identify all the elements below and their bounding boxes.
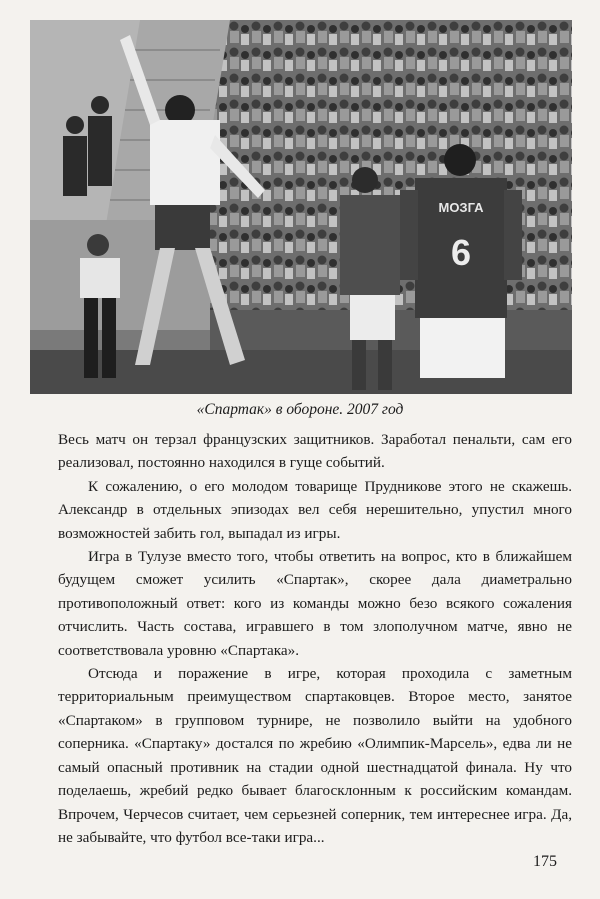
photo-illustration bbox=[30, 20, 572, 394]
jersey-name: МОЗГА bbox=[438, 200, 484, 215]
paragraph-2: К сожалению, о его молодом товарище Прудникове этого не скажешь. Александр в отдельных эпизодах вел себя нерешительно, упустил много возможностей забить гол, выпадал из игры. bbox=[58, 477, 572, 542]
page-number: 175 bbox=[533, 853, 557, 870]
body-text bbox=[58, 428, 572, 849]
football-match-photo bbox=[30, 20, 572, 394]
jersey-number: 6 bbox=[450, 232, 472, 273]
photo-caption: «Спартак» в обороне. 2007 год bbox=[196, 401, 404, 418]
paragraph-1: Весь матч он терзал французских защитников. Заработал пенальти, сам его реализовал, постоянно находился в гуще событий. bbox=[58, 431, 572, 472]
paragraph-4: Отсюда и поражение в игре, которая проходила с заметным территориальным преимуществом спартаковцев. Второе место, занятое «Спартаком» в групповом турнире, не позволило выйти на удобного соперника. «Спартаку» достался по жребию «Олимпик-Марсель», едва ли не самый опасный противник на стадии одной шестнадцатой финала. Ну что поделаешь, жребий редко бывает благосклонным к российским командам. Впрочем, Черчесов считает, чем серьезней соперник, тем интереснее игра. Да, не забывайте, что футбол все-таки игра... bbox=[58, 665, 572, 846]
paragraph-3: Игра в Тулузе вместо того, чтобы ответить на вопрос, кто в ближайшем будущем сможет усилить «Спартак», скорее дала диаметрально противоположный ответ: кого из команды можно безо всякого сожаления отчислить. Часть состава, игравшего в том злополучном матче, явно не соответствовала уровню «Спартака». bbox=[58, 548, 572, 659]
